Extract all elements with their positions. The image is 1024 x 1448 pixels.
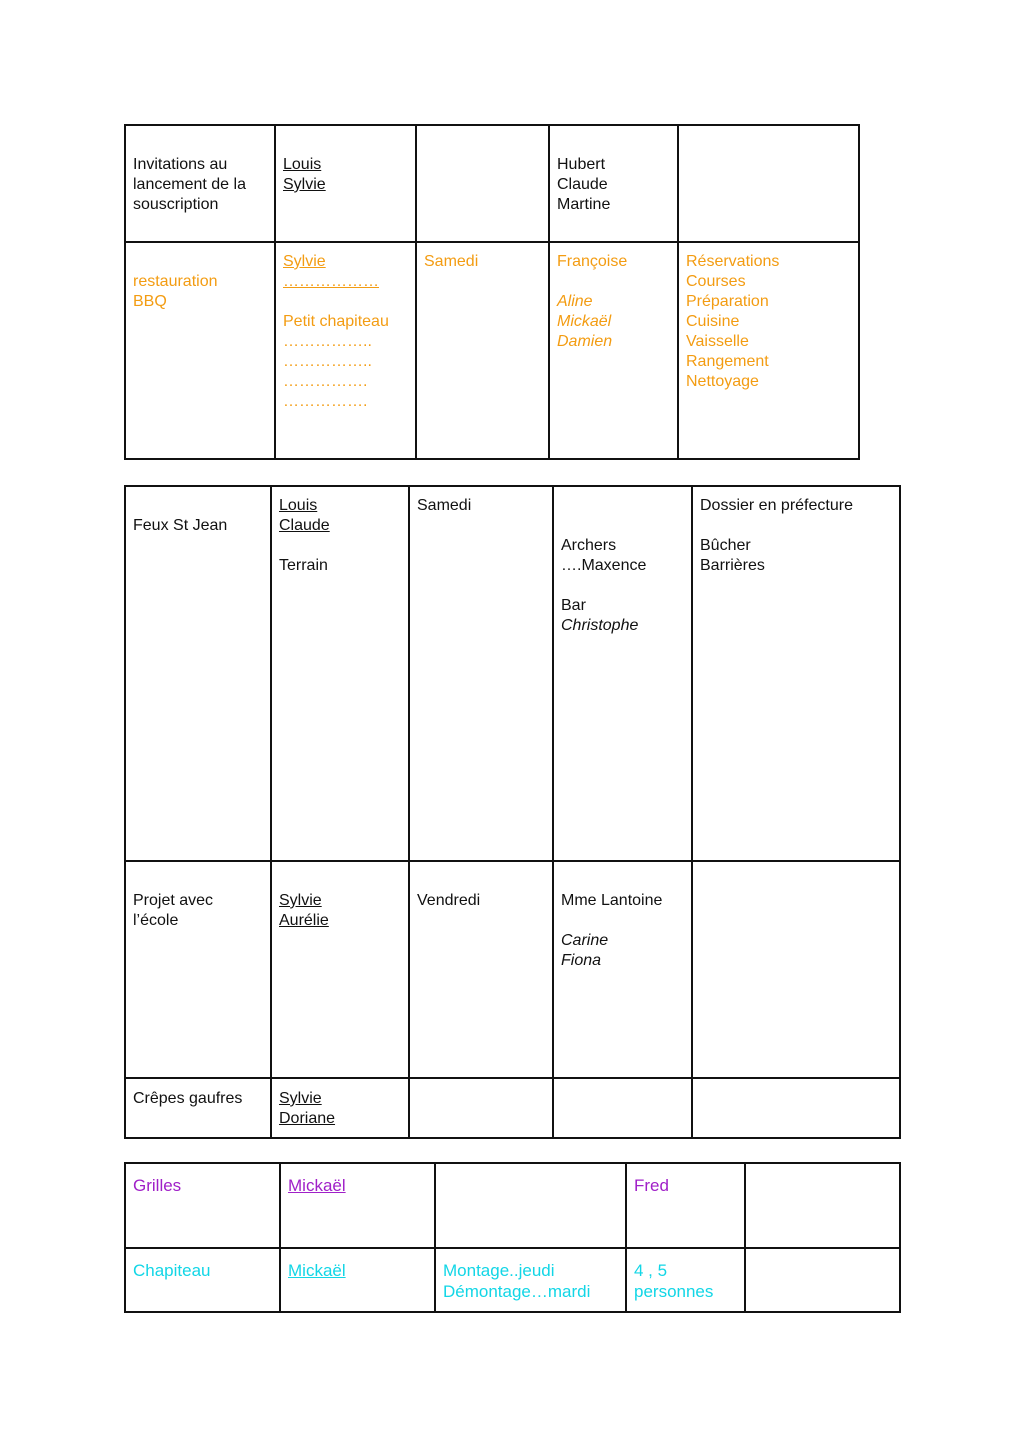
helper-name: Fiona <box>561 952 602 969</box>
responsible-name: Doriane <box>279 1110 336 1127</box>
task-label: Vaisselle <box>686 333 749 350</box>
table-cell-empty <box>692 861 900 1078</box>
task-label: Préparation <box>686 293 769 310</box>
event-label: lancement de la <box>133 176 246 193</box>
table-cell-empty <box>553 1078 692 1138</box>
helper-name: Aline <box>557 293 593 310</box>
table-cell <box>409 861 553 1078</box>
people-count: personnes <box>634 1282 714 1301</box>
event-label: Projet avec <box>133 892 214 909</box>
event-label: BBQ <box>133 293 167 310</box>
helper-name: ….Maxence <box>561 557 647 574</box>
task-label: Dossier en préfecture <box>700 497 853 514</box>
placeholder-dots: …………….. <box>283 353 372 370</box>
table-cell <box>692 486 900 861</box>
table-cell <box>553 486 692 861</box>
event-label: restauration <box>133 273 218 290</box>
helper-name: Mickaël <box>557 313 612 330</box>
responsible-name: Claude <box>279 517 330 534</box>
table-cell <box>125 486 271 861</box>
equipment-label: Grilles <box>133 1176 182 1195</box>
table-cell <box>553 861 692 1078</box>
table-row <box>125 242 859 459</box>
helper-group: Archers <box>561 537 617 554</box>
placeholder-dots: …………….. <box>283 333 372 350</box>
event-label: Crêpes gaufres <box>133 1090 243 1107</box>
table-cell-empty <box>416 125 549 242</box>
task-label: Cuisine <box>686 313 740 330</box>
responsible-name: Louis <box>283 156 322 173</box>
responsible-name: Louis <box>279 497 318 514</box>
responsible-name: Sylvie <box>283 176 326 193</box>
responsible-name: Sylvie <box>283 253 326 270</box>
responsible-name: Sylvie <box>279 1090 322 1107</box>
responsible-name: Mickaël <box>288 1261 346 1280</box>
task-label: Nettoyage <box>686 373 759 390</box>
table-cell <box>125 125 275 242</box>
task-label: Rangement <box>686 353 769 370</box>
helper-name: Fred <box>634 1176 669 1195</box>
table-row <box>125 1078 900 1138</box>
table-cell <box>271 861 409 1078</box>
table-row <box>125 1163 900 1248</box>
table-cell <box>549 125 678 242</box>
task-label: Réservations <box>686 253 780 270</box>
table-cell-empty <box>692 1078 900 1138</box>
table-cell-empty <box>745 1248 900 1312</box>
item-label: Petit chapiteau <box>283 313 389 330</box>
table-cell-empty <box>745 1163 900 1248</box>
schedule-label: Démontage…mardi <box>443 1282 591 1301</box>
helper-name: Martine <box>557 196 611 213</box>
helper-name: Damien <box>557 333 613 350</box>
table-cell-empty <box>678 125 859 242</box>
people-count: 4 , 5 <box>634 1261 668 1280</box>
helper-name: Claude <box>557 176 608 193</box>
table-equipment <box>124 1162 901 1313</box>
table-cell-empty <box>409 1078 553 1138</box>
responsible-name: Sylvie <box>279 892 322 909</box>
helper-name: Hubert <box>557 156 606 173</box>
table-cell <box>409 486 553 861</box>
equipment-label: Chapiteau <box>133 1261 211 1280</box>
table-cell <box>271 486 409 861</box>
day-label: Samedi <box>417 497 472 514</box>
table-row <box>125 1248 900 1312</box>
table-events <box>124 485 901 1139</box>
event-label: souscription <box>133 196 219 213</box>
table-cell <box>626 1163 745 1248</box>
table-cell <box>280 1248 435 1312</box>
table-cell <box>125 1078 271 1138</box>
table-cell <box>416 242 549 459</box>
table-cell <box>280 1163 435 1248</box>
helper-name: Christophe <box>561 617 639 634</box>
placeholder-dots: ……………. <box>283 393 368 410</box>
table-cell <box>275 125 416 242</box>
table-cell-empty <box>435 1163 626 1248</box>
day-label: Samedi <box>424 253 479 270</box>
table-cell <box>275 242 416 459</box>
responsible-name: Mickaël <box>288 1176 346 1195</box>
table-cell <box>626 1248 745 1312</box>
schedule-label: Montage..jeudi <box>443 1261 555 1280</box>
table-cell <box>125 1163 280 1248</box>
helper-name: Carine <box>561 932 609 949</box>
event-label: Feux St Jean <box>133 517 228 534</box>
table-cell <box>678 242 859 459</box>
table-cell <box>125 1248 280 1312</box>
table-invitations <box>124 124 860 460</box>
placeholder-dots: ……………… <box>283 273 379 290</box>
table-row <box>125 486 900 861</box>
task-label: Bûcher <box>700 537 751 554</box>
table-cell <box>271 1078 409 1138</box>
table-row <box>125 125 859 242</box>
helper-group: Bar <box>561 597 586 614</box>
event-label: Invitations au <box>133 156 228 173</box>
task-label: Courses <box>686 273 746 290</box>
placeholder-dots: ……………. <box>283 373 368 390</box>
task-label: Barrières <box>700 557 765 574</box>
helper-name: Mme Lantoine <box>561 892 663 909</box>
table-cell <box>549 242 678 459</box>
item-label: Terrain <box>279 557 328 574</box>
responsible-name: Aurélie <box>279 912 329 929</box>
helper-name: Françoise <box>557 253 628 270</box>
table-cell <box>125 242 275 459</box>
day-label: Vendredi <box>417 892 481 909</box>
table-row <box>125 861 900 1078</box>
table-cell <box>435 1248 626 1312</box>
event-label: l’école <box>133 912 179 929</box>
table-cell <box>125 861 271 1078</box>
